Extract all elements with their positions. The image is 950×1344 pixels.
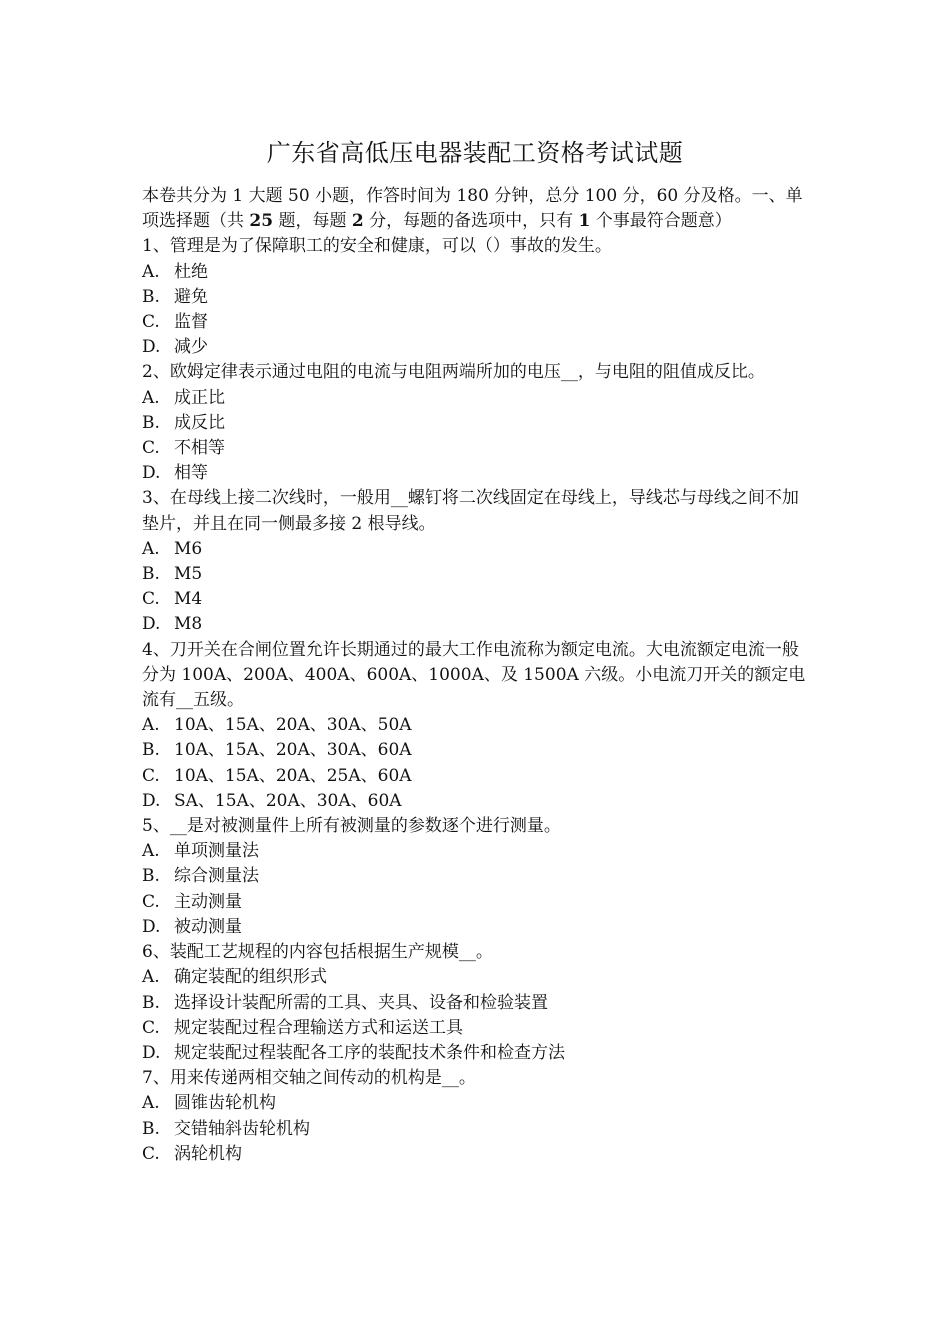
question-item [142, 814, 814, 940]
option-list [142, 713, 814, 814]
option-letter: C. [142, 589, 160, 610]
option-letter: D. [142, 337, 161, 358]
option-text: 成正比 [174, 387, 225, 408]
instructions-text: 个事最符合题意） [590, 211, 732, 232]
option-letter: D. [142, 916, 161, 937]
question-list [142, 234, 814, 1167]
answer-option [142, 335, 814, 360]
option-letter: C. [142, 1143, 160, 1164]
option-text: 交错轴斜齿轮机构 [174, 1118, 310, 1139]
option-text: 单项测量法 [174, 841, 259, 862]
answer-option [142, 1091, 814, 1116]
question-item [142, 940, 814, 1066]
answer-option [142, 310, 814, 335]
option-letter: B. [142, 740, 160, 761]
option-list [142, 839, 814, 940]
option-list [142, 1091, 814, 1167]
option-letter: C. [142, 765, 160, 786]
option-letter: A. [142, 387, 160, 408]
question-item [142, 638, 814, 814]
option-text: 10A、15A、20A、30A、50A [174, 715, 412, 736]
option-text: 不相等 [174, 438, 225, 459]
exam-body [142, 184, 814, 1167]
answer-option [142, 461, 814, 486]
option-text: 主动测量 [174, 891, 242, 912]
answer-option [142, 1117, 814, 1142]
option-text: 减少 [174, 337, 208, 358]
option-letter: A. [142, 261, 160, 282]
answer-option [142, 411, 814, 436]
question-stem: 4、刀开关在合闸位置允许长期通过的最大工作电流称为额定电流。大电流额定电流一般分为 100A、200A、400A、600A、1000A、及 1500A 六级。小电流刀开关的额定电流有__五级。 [142, 639, 806, 711]
option-list [142, 260, 814, 361]
option-text: 10A、15A、20A、30A、60A [174, 740, 412, 761]
option-text: 成反比 [174, 412, 225, 433]
option-letter: B. [142, 992, 160, 1013]
instructions-text: 本卷共分为 1 大题 50 小题，作答时间为 180 分钟，总分 100 分，60 分及格。一、单项选择题（共 [142, 186, 803, 232]
answer-option [142, 839, 814, 864]
option-letter: C. [142, 312, 160, 333]
option-text: 规定装配过程合理输送方式和运送工具 [174, 1017, 463, 1038]
answer-option [142, 260, 814, 285]
instructions-text: 分，每题的备选项中，只有 [363, 211, 579, 232]
option-text: 杜绝 [174, 261, 208, 282]
answer-option [142, 991, 814, 1016]
option-letter: A. [142, 1093, 160, 1114]
option-list [142, 386, 814, 487]
question-item [142, 360, 814, 486]
option-text: 相等 [174, 463, 208, 484]
answer-option [142, 1142, 814, 1167]
question-stem: 1、管理是为了保障职工的安全和健康，可以（）事故的发生。 [142, 236, 612, 257]
answer-option [142, 764, 814, 789]
answer-option [142, 738, 814, 763]
option-letter: C. [142, 1017, 160, 1038]
question-stem: 5、__是对被测量件上所有被测量的参数逐个进行测量。 [142, 816, 561, 837]
answer-option [142, 436, 814, 461]
question-item [142, 234, 814, 360]
answer-option [142, 965, 814, 990]
answer-option [142, 1016, 814, 1041]
question-item [142, 486, 814, 637]
answer-option [142, 713, 814, 738]
option-text: 综合测量法 [174, 866, 259, 887]
option-letter: B. [142, 1118, 160, 1139]
answer-option [142, 537, 814, 562]
answer-option [142, 285, 814, 310]
option-text: SA、15A、20A、30A、60A [174, 790, 402, 811]
page-title: 广东省高低压电器装配工资格考试试题 [266, 139, 684, 167]
option-text: 确定装配的组织形式 [174, 967, 327, 988]
exam-instructions [142, 184, 814, 234]
option-text: 10A、15A、20A、25A、60A [174, 765, 412, 786]
option-text: 避免 [174, 286, 208, 307]
answer-option [142, 915, 814, 940]
answer-count: 1 [578, 211, 591, 232]
question-stem: 2、欧姆定律表示通过电阻的电流与电阻两端所加的电压__，与电阻的阻值成反比。 [142, 362, 765, 383]
option-text: 监督 [174, 312, 208, 333]
option-letter: B. [142, 866, 160, 887]
option-list [142, 965, 814, 1066]
instructions-text: 题，每题 [273, 211, 352, 232]
option-letter: D. [142, 790, 161, 811]
option-letter: C. [142, 891, 160, 912]
option-text: M4 [174, 589, 203, 610]
answer-option [142, 562, 814, 587]
option-letter: D. [142, 463, 161, 484]
option-text: M5 [174, 564, 203, 585]
answer-option [142, 864, 814, 889]
option-letter: D. [142, 614, 161, 635]
option-text: 选择设计装配所需的工具、夹具、设备和检验装置 [174, 992, 548, 1013]
option-letter: A. [142, 841, 160, 862]
answer-option [142, 587, 814, 612]
option-letter: B. [142, 564, 160, 585]
option-text: 被动测量 [174, 916, 242, 937]
question-item [142, 1066, 814, 1167]
option-text: 涡轮机构 [174, 1143, 242, 1164]
option-letter: C. [142, 438, 160, 459]
option-list [142, 537, 814, 638]
question-stem: 7、用来传递两相交轴之间传动的机构是__。 [142, 1068, 476, 1089]
option-text: M6 [174, 538, 203, 559]
answer-option [142, 789, 814, 814]
answer-option [142, 386, 814, 411]
option-letter: B. [142, 412, 160, 433]
option-letter: D. [142, 1042, 161, 1063]
question-stem: 6、装配工艺规程的内容包括根据生产规模__。 [142, 942, 493, 963]
question-count: 25 [249, 211, 274, 232]
option-text: 规定装配过程装配各工序的装配技术条件和检查方法 [174, 1042, 565, 1063]
answer-option [142, 890, 814, 915]
question-stem: 3、在母线上接二次线时，一般用__螺钉将二次线固定在母线上，导线芯与母线之间不加垫片，并且在同一侧最多接 2 根导线。 [142, 488, 799, 534]
option-text: M8 [174, 614, 203, 635]
option-letter: A. [142, 715, 160, 736]
answer-option [142, 612, 814, 637]
option-letter: B. [142, 286, 160, 307]
option-text: 圆锥齿轮机构 [174, 1093, 276, 1114]
option-letter: A. [142, 967, 160, 988]
answer-option [142, 1041, 814, 1066]
points-per-question: 2 [351, 211, 364, 232]
option-letter: A. [142, 538, 160, 559]
